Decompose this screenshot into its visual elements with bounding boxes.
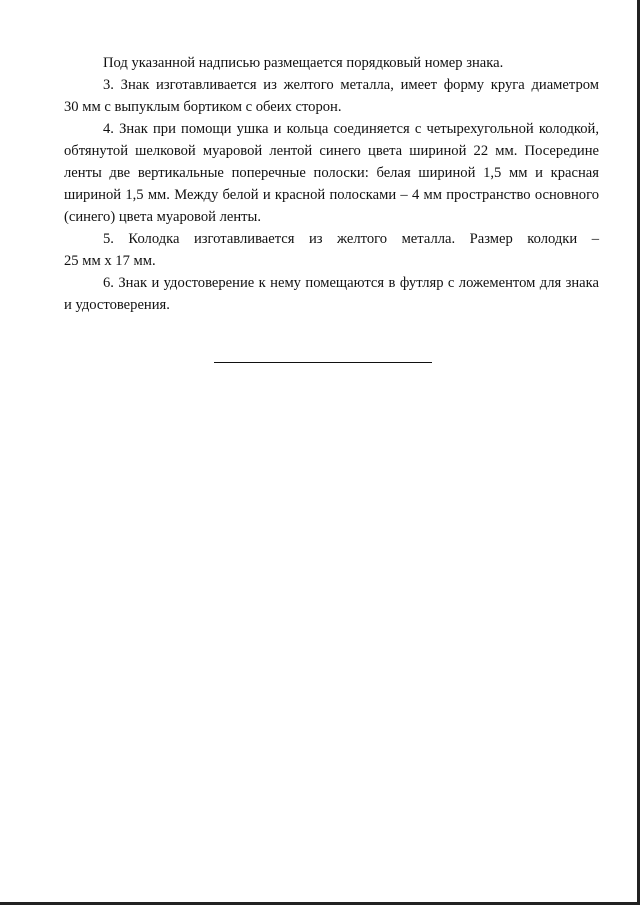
document-body	[64, 52, 599, 316]
paragraph-line: Под указанной надписью размещается порядковый номер знака.	[103, 55, 504, 71]
paragraph-3-material-shape	[64, 74, 599, 118]
paragraph-6-case	[64, 272, 599, 316]
paragraph-line: 30 мм с выпуклым бортиком с обеих сторон.	[64, 99, 342, 115]
paragraph-line: 4. Знак при помощи ушка и кольца соединяется с четырехугольной колодкой,	[103, 121, 599, 137]
paragraph-line: 3. Знак изготавливается из желтого металла, имеет форму круга диаметром	[103, 77, 599, 93]
paragraph-4-ribbon	[64, 118, 599, 228]
paragraph-line: (синего) цвета муаровой ленты.	[64, 209, 261, 225]
paragraph-line: и удостоверения.	[64, 297, 170, 313]
paragraph-line: 25 мм х 17 мм.	[64, 253, 156, 269]
end-separator-line	[214, 362, 432, 363]
paragraph-line: обтянутой шелковой муаровой лентой синего цвета шириной 22 мм. Посередине	[64, 143, 599, 159]
paragraph-line: ленты две вертикальные поперечные полоски: белая шириной 1,5 мм и красная	[64, 165, 599, 181]
paragraph-serial-number	[64, 52, 599, 74]
paragraph-5-block-size	[64, 228, 599, 272]
paragraph-line: 5. Колодка изготавливается из желтого металла. Размер колодки –	[103, 231, 599, 247]
paragraph-line: 6. Знак и удостоверение к нему помещаются в футляр с ложементом для знака	[103, 275, 599, 291]
paragraph-line: шириной 1,5 мм. Между белой и красной полосками – 4 мм пространство основного	[64, 187, 599, 203]
